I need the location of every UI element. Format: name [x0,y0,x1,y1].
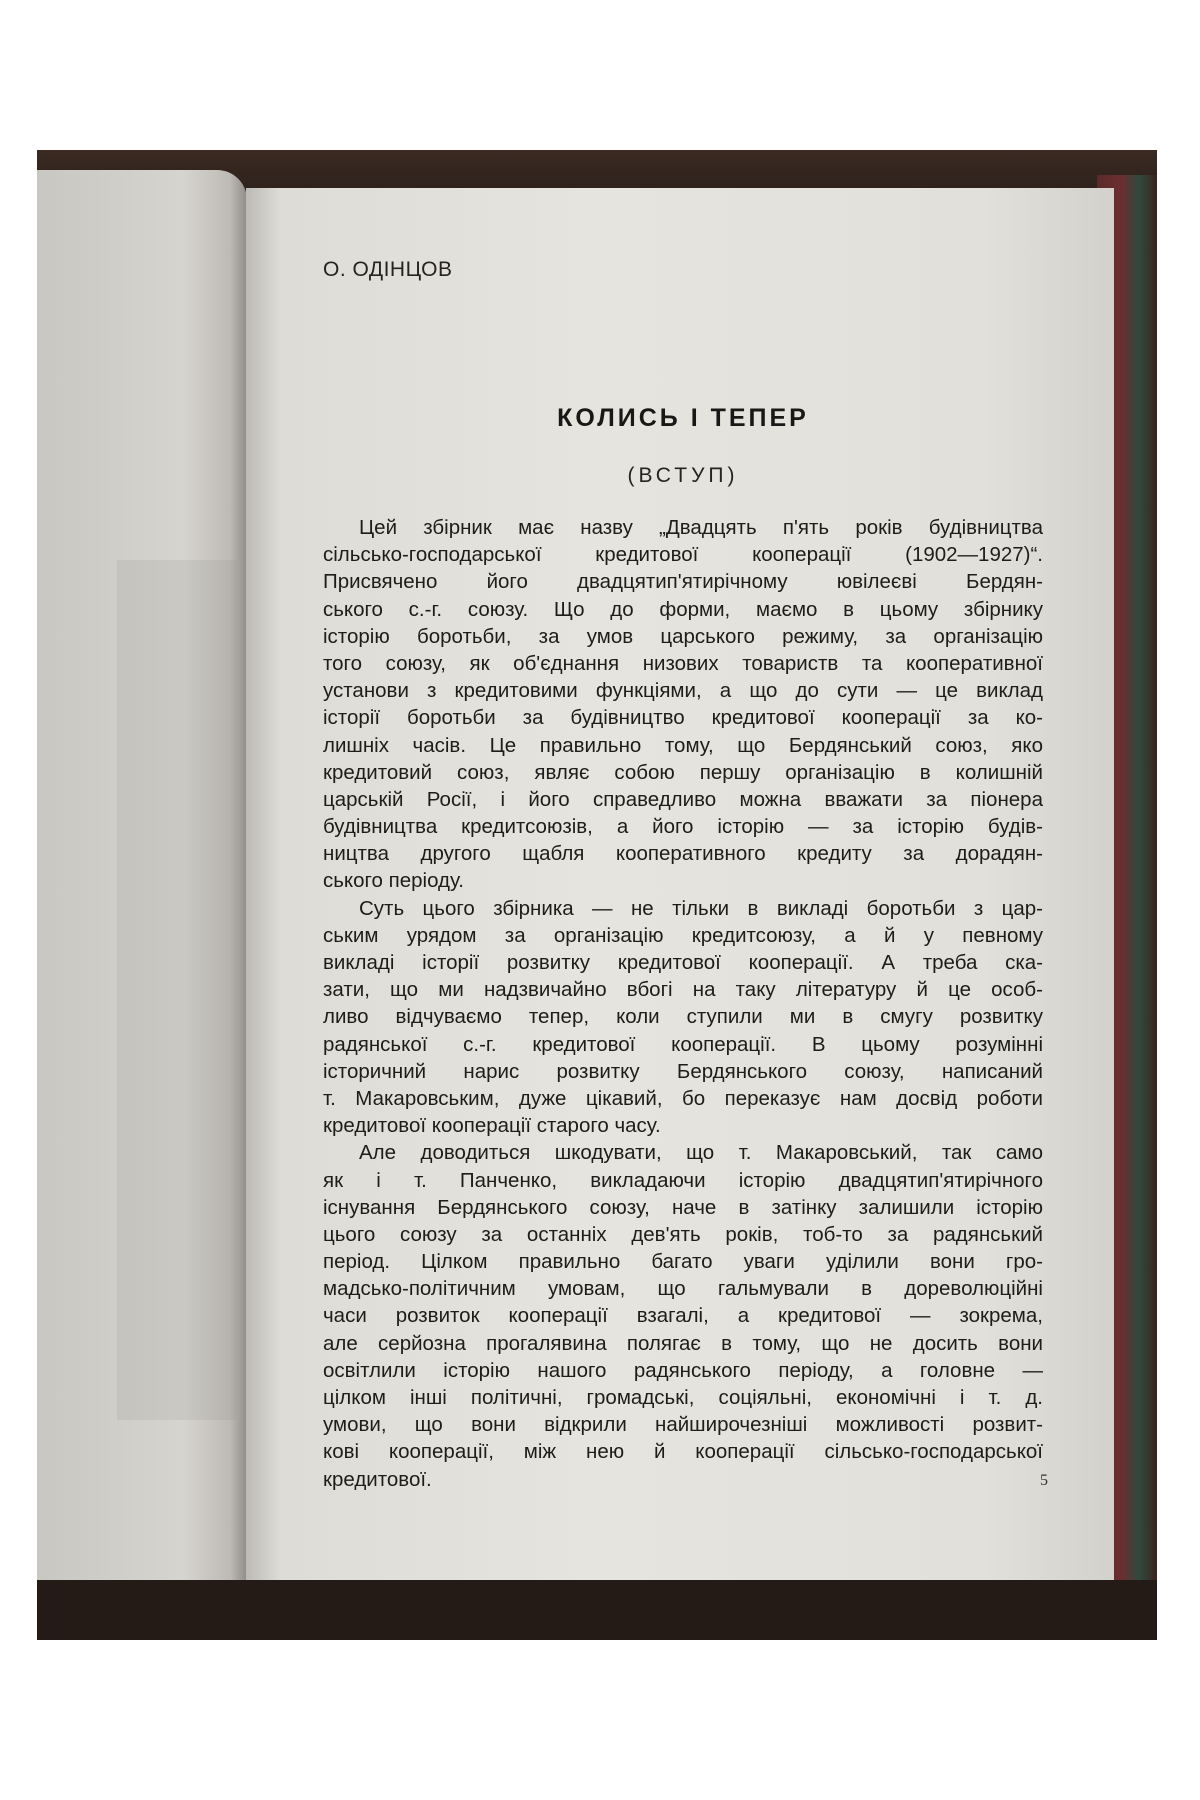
page-number: 5 [1040,1472,1048,1489]
text-line: ського періоду. [323,869,464,893]
chapter-subtitle: (ВСТУП) [627,464,739,487]
author-name: О. ОДІНЦОВ [323,258,453,281]
text-line: Присвячено його двадцятип'ятирічному ювілеєві Бердян- [323,570,1043,594]
text-line: як і т. Панченко, викладаючи історію двадцятип'ятирічного [323,1168,1043,1192]
text-line: кові кооперації, між нею й кооперації сільсько-господарської [323,1440,1043,1464]
text-line: ського с.-г. союзу. Що до форми, маємо в цьому збірнику [323,597,1043,621]
text-line: цього союзу за останніх дев'ять років, тоб-то за радянський [323,1222,1043,1246]
text-line: царській Росії, і його справедливо можна вважати за піонера [323,787,1043,811]
paragraph [323,514,1043,895]
text-line: зати, що ми надзвичайно вбогі на таку літературу й це особ- [323,978,1043,1002]
text-line: історії боротьби за будівництво кредитової кооперації за ко- [323,706,1043,730]
text-line: ництва другого щабля кооперативного кредиту за дорадян- [323,842,1043,866]
text-line: але серйозна прогалявина полягає в тому, що не досить вони [323,1331,1043,1355]
text-line: ським урядом за організацію кредитсоюзу, а й у певному [323,923,1043,947]
text-line: цілком інші політичні, громадські, соціяльні, економічні і т. д. [323,1386,1043,1409]
text-line: радянської с.-г. кредитової кооперації. В цьому розумінні [323,1032,1043,1056]
text-line: мадсько-політичним умовам, що гальмували в дореволюційні [323,1277,1043,1301]
text-line: кредитової кооперації старого часу. [323,1114,661,1138]
bleed-through-shade [117,560,237,1420]
text-line: викладі історії розвитку кредитової кооперації. А треба ска- [323,951,1043,974]
body-text [323,514,1043,1493]
text-line: часи розвиток кооперації взагалі, а кредитової — зокрема, [323,1304,1043,1328]
text-line: Цей збірник має назву „Двадцять п'ять років будівництва [359,516,1043,539]
text-line: кредитової. [323,1467,432,1491]
text-line: будівництва кредитсоюзів, а його історію — за історію будів- [323,815,1043,839]
paragraph [323,1139,1043,1492]
text-line: історичний нарис розвитку Бердянського союзу, написаний [323,1059,1043,1083]
text-line: Але доводиться шкодувати, що т. Макаровський, так само [359,1141,1043,1165]
text-line: лишніх часів. Це правильно тому, що Бердянський союз, яко [323,733,1043,757]
text-line: історію боротьби, за умов царського режиму, за організацію [323,624,1043,648]
chapter-title: КОЛИСЬ І ТЕПЕР [557,404,809,432]
text-line: ливо відчуваємо тепер, коли ступили ми в смугу розвитку [323,1005,1043,1029]
text-line: сільсько-господарської кредитової кооперації (1902—1927)“. [323,543,1043,567]
text-line: освітлили історію нашого радянського періоду, а головне — [323,1358,1043,1382]
text-line: кредитовий союз, являє собою першу організацію в колишній [323,760,1043,784]
table-background-bottom [37,1580,1157,1640]
text-line: умови, що вони відкрили найширочезніші можливості розвит- [323,1413,1043,1437]
paragraph [323,895,1043,1140]
text-line: установи з кредитовими функціями, а що до сути — це виклад [323,679,1043,703]
text-line: того союзу, як об'єднання низових товариств та кооперативної [323,651,1043,675]
text-line: т. Макаровським, дуже цікавий, бо переказує нам досвід роботи [323,1086,1043,1110]
text-line: існування Бердянського союзу, наче в затінку залишили історію [323,1195,1043,1219]
text-line: період. Цілком правильно багато уваги уділили вони гро- [323,1250,1043,1274]
text-line: Суть цього збірника — не тільки в викладі боротьби з цар- [359,896,1043,920]
left-page [37,170,247,1610]
